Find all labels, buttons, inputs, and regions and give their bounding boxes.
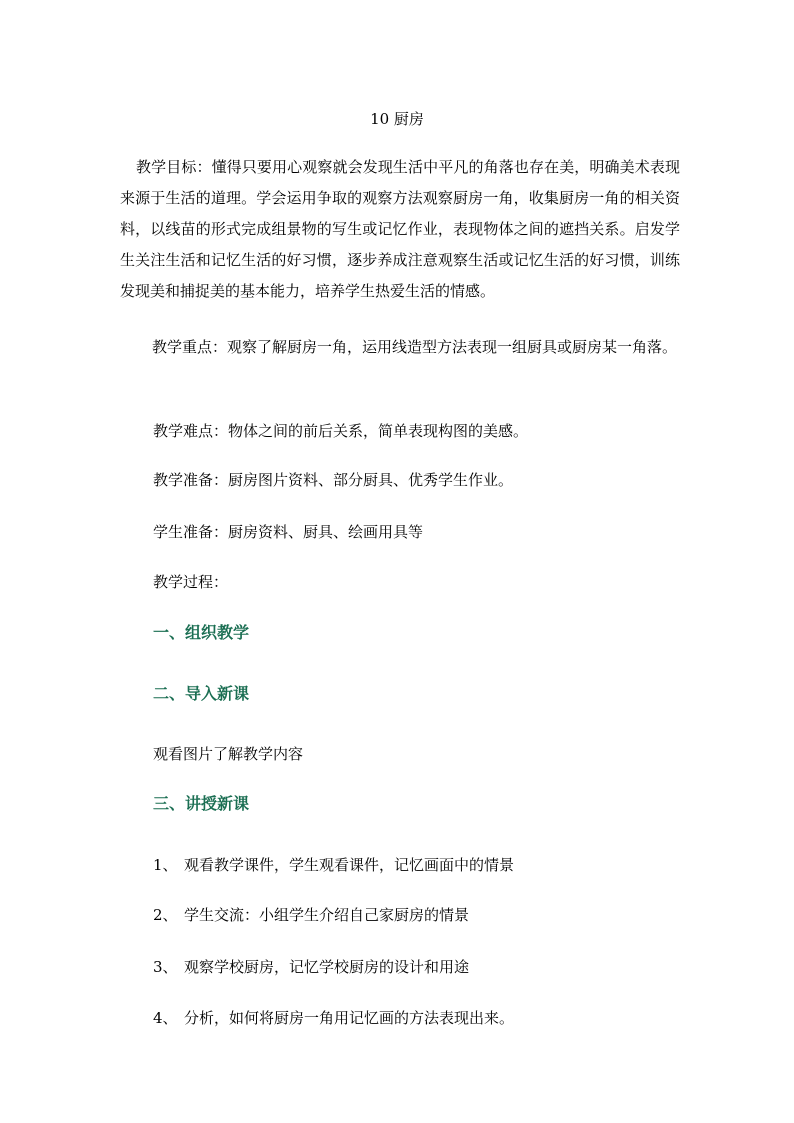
difficulties-line: 教学难点：物体之间的前后关系，简单表现构图的美感。 xyxy=(153,422,529,440)
step-number: 1、 xyxy=(153,856,178,874)
step-text: 分析，如何将厨房一角用记忆画的方法表现出来。 xyxy=(184,1009,515,1027)
section-heading-organize: 一、组织教学 xyxy=(153,623,250,642)
step-text: 观察学校厨房，记忆学校厨房的设计和用途 xyxy=(184,958,470,976)
objectives-paragraph: 教学目标：懂得只要用心观察就会发现生活中平凡的角落也存在美，明确美术表现来源于生活的道理。学会运用争取的观察方法观察厨房一角，收集厨房一角的相关资料，以线苗的形式完成组景物的写生或记忆作业，表现物体之间的遮挡关系。启发学生关注生活和记忆生活的好习惯，逐步养成注意观察生活或记忆生活的好习惯，训练发现美和捕捉美的基本能力，培养学生热爱生活的情感。 xyxy=(120,158,680,300)
introduce-text: 观看图片了解教学内容 xyxy=(153,745,304,763)
step-item xyxy=(153,1007,514,1029)
step-number: 4、 xyxy=(153,1009,178,1027)
section-heading-introduce: 二、导入新课 xyxy=(153,684,250,703)
key-points-paragraph: 教学重点：观察了解厨房一角，运用线造型方法表现一组厨具或厨房某一角落。 xyxy=(152,338,678,356)
process-label: 教学过程： xyxy=(153,573,229,591)
step-item xyxy=(153,854,514,876)
teacher-prep-line: 教学准备：厨房图片资料、部分厨具、优秀学生作业。 xyxy=(153,471,514,489)
step-number: 3、 xyxy=(153,958,178,976)
student-prep-line: 学生准备：厨房资料、厨具、绘画用具等 xyxy=(153,523,424,541)
step-text: 学生交流：小组学生介绍自己家厨房的情景 xyxy=(184,906,470,924)
document-title: 10 厨房 xyxy=(370,110,424,128)
step-item xyxy=(153,956,469,978)
step-number: 2、 xyxy=(153,906,178,924)
step-item xyxy=(153,904,469,926)
section-heading-teach: 三、讲授新课 xyxy=(153,794,250,813)
step-text: 观看教学课件，学生观看课件，记忆画面中的情景 xyxy=(184,856,515,874)
